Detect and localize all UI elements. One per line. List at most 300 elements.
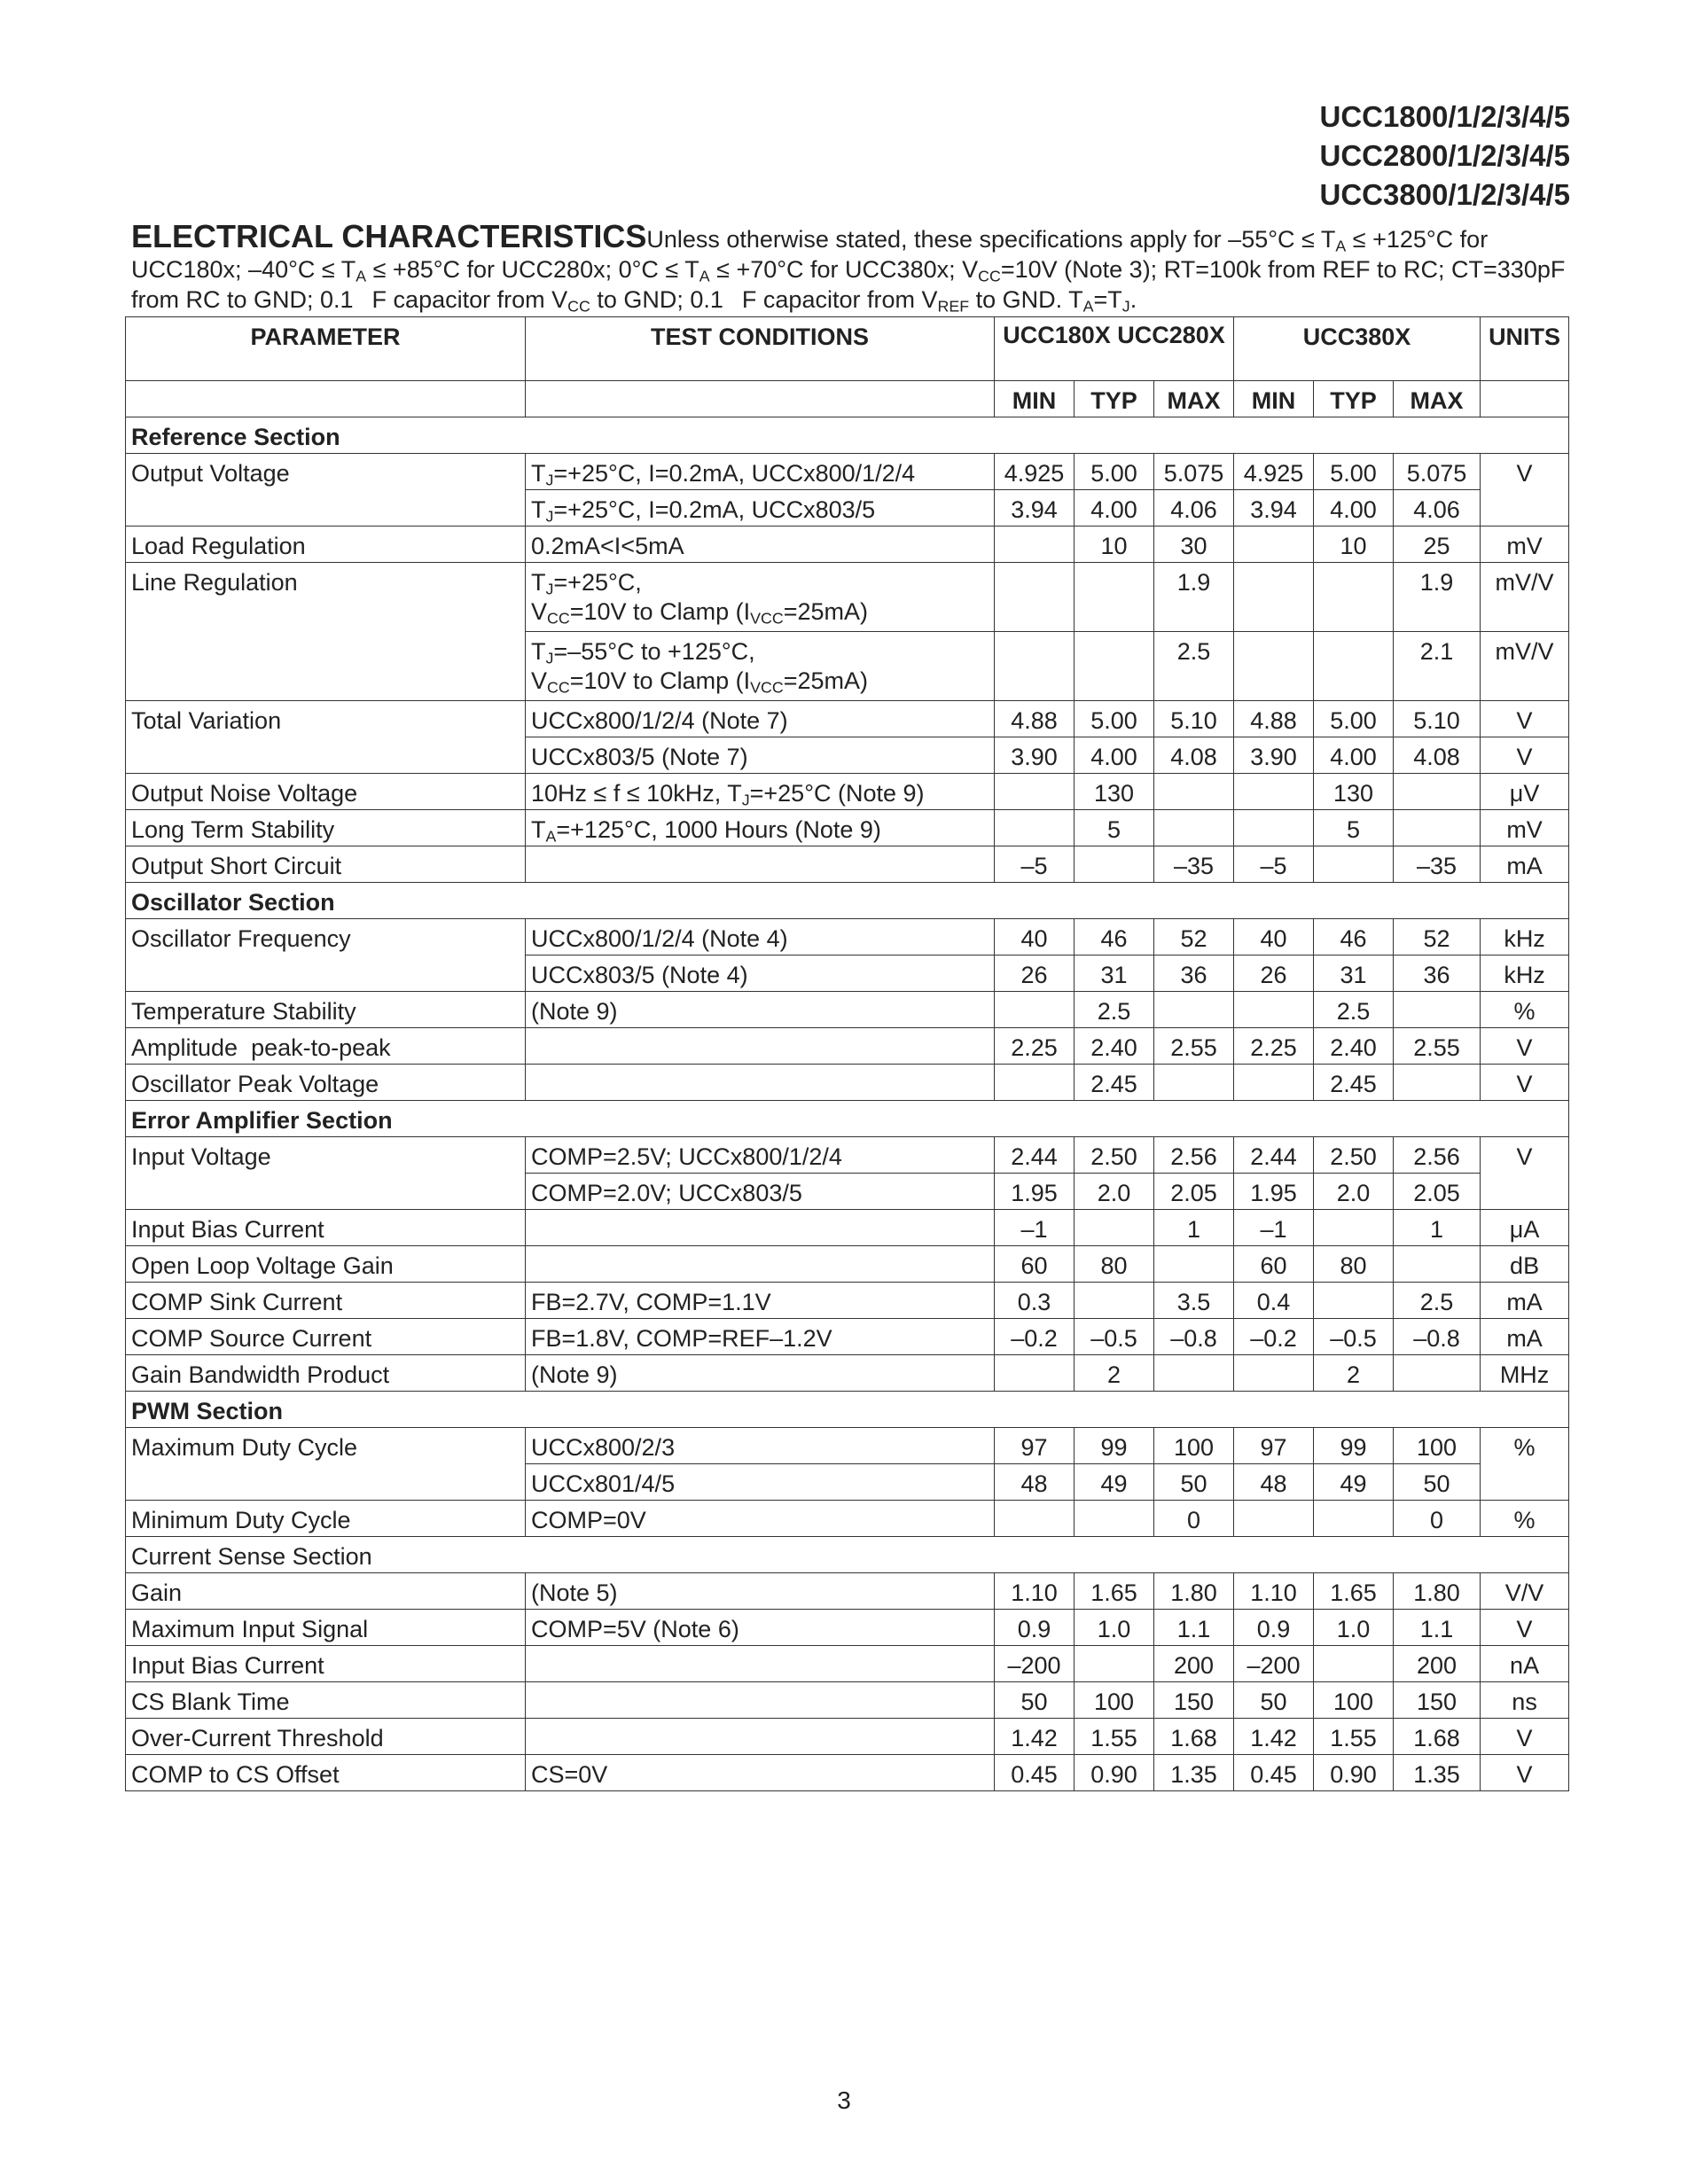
parameter-cell: Amplitude peak-to-peak bbox=[126, 1028, 526, 1065]
value-cell bbox=[1075, 1210, 1154, 1246]
column-header: MIN bbox=[1234, 381, 1314, 417]
parameter-cell: Long Term Stability bbox=[126, 810, 526, 846]
value-cell: 0.9 bbox=[1234, 1610, 1314, 1646]
parameter-cell: Over-Current Threshold bbox=[126, 1719, 526, 1755]
table-row bbox=[126, 992, 1569, 1028]
value-cell: 1.80 bbox=[1394, 1573, 1481, 1610]
value-cell: 49 bbox=[1314, 1464, 1394, 1501]
table-row bbox=[126, 701, 1569, 737]
column-header: TYP bbox=[1314, 381, 1394, 417]
table-row bbox=[126, 810, 1569, 846]
value-cell: 4.00 bbox=[1075, 490, 1154, 526]
value-cell: 1.0 bbox=[1314, 1610, 1394, 1646]
table-row bbox=[126, 1137, 1569, 1174]
intro-subscript: A bbox=[699, 267, 710, 285]
parameter-cell: COMP Sink Current bbox=[126, 1283, 526, 1319]
value-cell: 2.55 bbox=[1394, 1028, 1481, 1065]
condition-cell bbox=[526, 1028, 995, 1065]
section-heading: Error Amplifier Section bbox=[126, 1101, 1569, 1137]
unit-cell: kHz bbox=[1481, 919, 1569, 956]
value-cell: –5 bbox=[1234, 846, 1314, 883]
value-cell: 4.00 bbox=[1075, 737, 1154, 774]
value-cell bbox=[1314, 1646, 1394, 1682]
value-cell: 2.5 bbox=[1314, 992, 1394, 1028]
value-cell: 4.925 bbox=[1234, 454, 1314, 490]
unit-cell: V bbox=[1481, 1755, 1569, 1791]
value-cell: 50 bbox=[995, 1682, 1075, 1719]
value-cell: 0.45 bbox=[995, 1755, 1075, 1791]
column-header: UNITS bbox=[1481, 317, 1569, 381]
unit-cell: ns bbox=[1481, 1682, 1569, 1719]
value-cell: 3.94 bbox=[1234, 490, 1314, 526]
value-cell: 4.06 bbox=[1154, 490, 1234, 526]
unit-cell: mV/V bbox=[1481, 563, 1569, 632]
table-row bbox=[126, 1682, 1569, 1719]
unit-cell: mV bbox=[1481, 810, 1569, 846]
value-cell: 80 bbox=[1075, 1246, 1154, 1283]
unit-cell: V bbox=[1481, 1719, 1569, 1755]
value-cell: 10 bbox=[1075, 526, 1154, 563]
parameter-cell: Output Noise Voltage bbox=[126, 774, 526, 810]
value-cell: 31 bbox=[1314, 956, 1394, 992]
value-cell: –1 bbox=[1234, 1210, 1314, 1246]
value-cell: 1.80 bbox=[1154, 1573, 1234, 1610]
value-cell: 1.42 bbox=[1234, 1719, 1314, 1755]
unit-cell: V bbox=[1481, 1028, 1569, 1065]
table-row bbox=[126, 454, 1569, 490]
condition-cell bbox=[526, 1065, 995, 1101]
empty-cell bbox=[526, 381, 995, 417]
value-cell: 1 bbox=[1394, 1210, 1481, 1246]
part-number-line: UCC2800/1/2/3/4/5 bbox=[1319, 139, 1570, 172]
unit-cell: % bbox=[1481, 992, 1569, 1028]
value-cell: 48 bbox=[995, 1464, 1075, 1501]
value-cell: 0.4 bbox=[1234, 1283, 1314, 1319]
unit-cell: V bbox=[1481, 454, 1569, 526]
intro-subscript: REF bbox=[937, 297, 970, 316]
value-cell: 4.88 bbox=[1234, 701, 1314, 737]
cond-text: =25mA) bbox=[783, 598, 868, 625]
value-cell: 1.1 bbox=[1394, 1610, 1481, 1646]
value-cell: 4.925 bbox=[995, 454, 1075, 490]
table-row bbox=[126, 1501, 1569, 1537]
electrical-characteristics-table bbox=[125, 316, 1569, 1791]
value-cell: 1.35 bbox=[1394, 1755, 1481, 1791]
parameter-cell: Open Loop Voltage Gain bbox=[126, 1246, 526, 1283]
table-row bbox=[126, 1755, 1569, 1791]
unit-cell: V bbox=[1481, 701, 1569, 737]
value-cell bbox=[1234, 526, 1314, 563]
value-cell: 5.075 bbox=[1154, 454, 1234, 490]
value-cell: 2.05 bbox=[1394, 1174, 1481, 1210]
value-cell: 4.06 bbox=[1394, 490, 1481, 526]
value-cell: 0.9 bbox=[995, 1610, 1075, 1646]
value-cell: 1.9 bbox=[1394, 563, 1481, 632]
column-header: TEST CONDITIONS bbox=[526, 317, 995, 381]
value-cell: 1.10 bbox=[1234, 1573, 1314, 1610]
value-cell bbox=[1234, 1065, 1314, 1101]
unit-cell: kHz bbox=[1481, 956, 1569, 992]
value-cell: 5 bbox=[1314, 810, 1394, 846]
condition-cell: UCCx801/4/5 bbox=[526, 1464, 995, 1501]
parameter-cell: COMP Source Current bbox=[126, 1319, 526, 1355]
value-cell: 46 bbox=[1314, 919, 1394, 956]
parameter-cell: Input Bias Current bbox=[126, 1210, 526, 1246]
value-cell: –0.8 bbox=[1394, 1319, 1481, 1355]
value-cell: 25 bbox=[1394, 526, 1481, 563]
cond-line bbox=[531, 667, 989, 696]
intro-text: ≤ +125°C for UCC180x; –40°C ≤ T bbox=[131, 226, 1489, 283]
value-cell: 97 bbox=[1234, 1428, 1314, 1464]
value-cell: 46 bbox=[1075, 919, 1154, 956]
page-number: 3 bbox=[837, 2086, 851, 2114]
value-cell: 2 bbox=[1314, 1355, 1394, 1392]
intro-text: ≤ +70°C for UCC380x; V bbox=[709, 256, 979, 283]
condition-cell bbox=[526, 632, 995, 701]
intro-subscript: CC bbox=[978, 267, 1001, 285]
value-cell: 150 bbox=[1154, 1682, 1234, 1719]
cond-text: T bbox=[531, 816, 546, 843]
value-cell: 2.50 bbox=[1314, 1137, 1394, 1174]
value-cell bbox=[995, 1501, 1075, 1537]
value-cell bbox=[1234, 810, 1314, 846]
value-cell: 2.0 bbox=[1075, 1174, 1154, 1210]
parameter-cell: Oscillator Peak Voltage bbox=[126, 1065, 526, 1101]
value-cell: 1.55 bbox=[1075, 1719, 1154, 1755]
parameter-cell: CS Blank Time bbox=[126, 1682, 526, 1719]
condition-cell: UCCx803/5 (Note 4) bbox=[526, 956, 995, 992]
column-header: PARAMETER bbox=[126, 317, 526, 381]
table-header-row bbox=[126, 317, 1569, 381]
value-cell bbox=[995, 526, 1075, 563]
value-cell bbox=[1154, 1355, 1234, 1392]
value-cell bbox=[1075, 632, 1154, 701]
value-cell: 2.5 bbox=[1394, 1283, 1481, 1319]
value-cell bbox=[1234, 992, 1314, 1028]
unit-cell: % bbox=[1481, 1501, 1569, 1537]
table-row bbox=[126, 1719, 1569, 1755]
unit-cell: mA bbox=[1481, 846, 1569, 883]
table-row bbox=[126, 1610, 1569, 1646]
condition-cell: CS=0V bbox=[526, 1755, 995, 1791]
value-cell: 2.56 bbox=[1394, 1137, 1481, 1174]
value-cell bbox=[1234, 1501, 1314, 1537]
parameter-cell: Load Regulation bbox=[126, 526, 526, 563]
value-cell: –0.5 bbox=[1314, 1319, 1394, 1355]
value-cell: 0.90 bbox=[1314, 1755, 1394, 1791]
value-cell: 5.00 bbox=[1314, 454, 1394, 490]
value-cell: 1.42 bbox=[995, 1719, 1075, 1755]
cond-subscript: J bbox=[545, 471, 554, 489]
value-cell: 3.94 bbox=[995, 490, 1075, 526]
cond-text: =+25°C, I=0.2mA, UCCx803/5 bbox=[553, 496, 876, 523]
value-cell bbox=[1394, 1246, 1481, 1283]
value-cell: 99 bbox=[1314, 1428, 1394, 1464]
parameter-cell: Gain bbox=[126, 1573, 526, 1610]
value-cell: 36 bbox=[1394, 956, 1481, 992]
value-cell bbox=[995, 810, 1075, 846]
intro-text: to GND; 0.1 F capacitor from V bbox=[590, 286, 938, 313]
intro-text: ≤ +85°C for UCC280x; 0°C ≤ T bbox=[366, 256, 699, 283]
value-cell: 60 bbox=[995, 1246, 1075, 1283]
value-cell: 2.55 bbox=[1154, 1028, 1234, 1065]
condition-cell: COMP=2.5V; UCCx800/1/2/4 bbox=[526, 1137, 995, 1174]
value-cell: 1.1 bbox=[1154, 1610, 1234, 1646]
condition-cell: COMP=2.0V; UCCx803/5 bbox=[526, 1174, 995, 1210]
condition-cell bbox=[526, 490, 995, 526]
cond-text: T bbox=[531, 569, 546, 596]
intro-subscript: J bbox=[1121, 297, 1130, 316]
cond-text: =+25°C, bbox=[553, 569, 642, 596]
value-cell: –0.2 bbox=[995, 1319, 1075, 1355]
parameter-cell: Minimum Duty Cycle bbox=[126, 1501, 526, 1537]
column-header: MIN bbox=[995, 381, 1075, 417]
value-cell: 99 bbox=[1075, 1428, 1154, 1464]
value-cell bbox=[1234, 1355, 1314, 1392]
condition-cell: COMP=5V (Note 6) bbox=[526, 1610, 995, 1646]
value-cell: 100 bbox=[1154, 1428, 1234, 1464]
value-cell: 1.0 bbox=[1075, 1610, 1154, 1646]
section-title: ELECTRICAL CHARACTERISTICS bbox=[131, 218, 647, 254]
unit-cell: mA bbox=[1481, 1319, 1569, 1355]
value-cell bbox=[1154, 1065, 1234, 1101]
value-cell bbox=[1234, 563, 1314, 632]
condition-cell: UCCx800/2/3 bbox=[526, 1428, 995, 1464]
parameter-cell: Maximum Input Signal bbox=[126, 1610, 526, 1646]
section-heading: Oscillator Section bbox=[126, 883, 1569, 919]
value-cell: –200 bbox=[995, 1646, 1075, 1682]
table-subheader-row bbox=[126, 381, 1569, 417]
value-cell: 2 bbox=[1075, 1355, 1154, 1392]
cond-subscript: J bbox=[545, 580, 554, 598]
unit-cell: V bbox=[1481, 1065, 1569, 1101]
unit-cell: mV bbox=[1481, 526, 1569, 563]
value-cell: –35 bbox=[1394, 846, 1481, 883]
value-cell bbox=[1394, 1065, 1481, 1101]
value-cell: 5.00 bbox=[1075, 454, 1154, 490]
value-cell: 2.40 bbox=[1075, 1028, 1154, 1065]
value-cell bbox=[1075, 846, 1154, 883]
value-cell: –0.2 bbox=[1234, 1319, 1314, 1355]
value-cell: 0.90 bbox=[1075, 1755, 1154, 1791]
condition-cell: (Note 9) bbox=[526, 992, 995, 1028]
value-cell: 50 bbox=[1234, 1682, 1314, 1719]
value-cell: 2.45 bbox=[1075, 1065, 1154, 1101]
value-cell: 50 bbox=[1154, 1464, 1234, 1501]
cond-text: =10V to Clamp (I bbox=[569, 598, 751, 625]
value-cell: 1.35 bbox=[1154, 1755, 1234, 1791]
table-row bbox=[126, 563, 1569, 632]
value-cell: –0.5 bbox=[1075, 1319, 1154, 1355]
value-cell: 1 bbox=[1154, 1210, 1234, 1246]
cond-text: T bbox=[531, 638, 546, 665]
intro-subscript: CC bbox=[567, 297, 590, 316]
condition-cell bbox=[526, 1682, 995, 1719]
cond-subscript: J bbox=[545, 649, 554, 667]
value-cell bbox=[1234, 774, 1314, 810]
parameter-cell: Total Variation bbox=[126, 701, 526, 774]
parameter-cell: Gain Bandwidth Product bbox=[126, 1355, 526, 1392]
intro-text: =T bbox=[1093, 286, 1122, 313]
parameter-cell: Output Short Circuit bbox=[126, 846, 526, 883]
empty-cell bbox=[126, 381, 526, 417]
value-cell: 0.45 bbox=[1234, 1755, 1314, 1791]
table-row bbox=[126, 1355, 1569, 1392]
cond-text: =+125°C, 1000 Hours (Note 9) bbox=[556, 816, 881, 843]
value-cell: 2.50 bbox=[1075, 1137, 1154, 1174]
parameter-cell: Input Bias Current bbox=[126, 1646, 526, 1682]
cond-subscript: J bbox=[545, 507, 554, 526]
value-cell: 100 bbox=[1075, 1682, 1154, 1719]
value-cell: 5.075 bbox=[1394, 454, 1481, 490]
value-cell bbox=[995, 1065, 1075, 1101]
condition-cell bbox=[526, 1210, 995, 1246]
cond-subscript: CC bbox=[547, 678, 570, 697]
condition-cell bbox=[526, 774, 995, 810]
value-cell: 60 bbox=[1234, 1246, 1314, 1283]
value-cell: 5 bbox=[1075, 810, 1154, 846]
unit-cell: mV/V bbox=[1481, 632, 1569, 701]
part-number-line: UCC1800/1/2/3/4/5 bbox=[1319, 100, 1570, 133]
condition-cell: UCCx803/5 (Note 7) bbox=[526, 737, 995, 774]
value-cell bbox=[995, 992, 1075, 1028]
value-cell: 2.45 bbox=[1314, 1065, 1394, 1101]
value-cell: 4.00 bbox=[1314, 490, 1394, 526]
value-cell: 130 bbox=[1075, 774, 1154, 810]
value-cell: –35 bbox=[1154, 846, 1234, 883]
condition-cell: COMP=0V bbox=[526, 1501, 995, 1537]
value-cell: 150 bbox=[1394, 1682, 1481, 1719]
value-cell: 200 bbox=[1154, 1646, 1234, 1682]
value-cell: 200 bbox=[1394, 1646, 1481, 1682]
parameter-cell: Output Voltage bbox=[126, 454, 526, 526]
table-row bbox=[126, 919, 1569, 956]
condition-cell bbox=[526, 563, 995, 632]
value-cell: 80 bbox=[1314, 1246, 1394, 1283]
condition-cell: UCCx800/1/2/4 (Note 7) bbox=[526, 701, 995, 737]
unit-cell: V bbox=[1481, 737, 1569, 774]
value-cell bbox=[995, 632, 1075, 701]
value-cell: 2.44 bbox=[995, 1137, 1075, 1174]
value-cell bbox=[1314, 1501, 1394, 1537]
intro-subscript: A bbox=[356, 267, 367, 285]
condition-cell: 0.2mA<I<5mA bbox=[526, 526, 995, 563]
cond-text: V bbox=[531, 667, 548, 694]
section-row bbox=[126, 1101, 1569, 1137]
cond-text: =–55°C to +125°C, bbox=[553, 638, 755, 665]
value-cell bbox=[1154, 774, 1234, 810]
condition-cell bbox=[526, 1246, 995, 1283]
empty-cell bbox=[1481, 381, 1569, 417]
value-cell: 1.95 bbox=[1234, 1174, 1314, 1210]
section-row bbox=[126, 1392, 1569, 1428]
unit-cell: dB bbox=[1481, 1246, 1569, 1283]
table-row bbox=[126, 1065, 1569, 1101]
cond-text: V bbox=[531, 598, 548, 625]
cond-text: =10V to Clamp (I bbox=[569, 667, 751, 694]
cond-line bbox=[531, 568, 989, 597]
value-cell: –5 bbox=[995, 846, 1075, 883]
value-cell: 4.88 bbox=[995, 701, 1075, 737]
value-cell bbox=[1075, 1501, 1154, 1537]
value-cell bbox=[1234, 632, 1314, 701]
section-row bbox=[126, 883, 1569, 919]
section-heading: Reference Section bbox=[126, 417, 1569, 454]
value-cell: 26 bbox=[1234, 956, 1314, 992]
unit-cell: V/V bbox=[1481, 1573, 1569, 1610]
value-cell bbox=[1314, 1210, 1394, 1246]
parameter-cell: Line Regulation bbox=[126, 563, 526, 701]
value-cell: 2.25 bbox=[1234, 1028, 1314, 1065]
table-row bbox=[126, 774, 1569, 810]
value-cell: 2.5 bbox=[1154, 632, 1234, 701]
table-row bbox=[126, 526, 1569, 563]
parameter-cell: Oscillator Frequency bbox=[126, 919, 526, 992]
value-cell: 5.10 bbox=[1394, 701, 1481, 737]
value-cell: 26 bbox=[995, 956, 1075, 992]
column-group-header: UCC180X UCC280X bbox=[995, 317, 1234, 381]
table-row bbox=[126, 1028, 1569, 1065]
unit-cell: V bbox=[1481, 1610, 1569, 1646]
value-cell: 52 bbox=[1394, 919, 1481, 956]
value-cell: 40 bbox=[1234, 919, 1314, 956]
value-cell: 2.44 bbox=[1234, 1137, 1314, 1174]
parameter-cell: Temperature Stability bbox=[126, 992, 526, 1028]
condition-cell: (Note 9) bbox=[526, 1355, 995, 1392]
value-cell bbox=[995, 1355, 1075, 1392]
value-cell bbox=[1314, 846, 1394, 883]
cond-text: T bbox=[531, 460, 546, 487]
cond-subscript: A bbox=[545, 827, 557, 846]
value-cell: 1.9 bbox=[1154, 563, 1234, 632]
intro-text: Unless otherwise stated, these specifications apply for –55°C ≤ T bbox=[646, 226, 1336, 253]
value-cell: 4.00 bbox=[1314, 737, 1394, 774]
value-cell: 5.00 bbox=[1075, 701, 1154, 737]
value-cell: –1 bbox=[995, 1210, 1075, 1246]
value-cell: 31 bbox=[1075, 956, 1154, 992]
value-cell bbox=[1394, 774, 1481, 810]
intro-text: . bbox=[1129, 286, 1137, 313]
value-cell: 5.00 bbox=[1314, 701, 1394, 737]
subsection-heading: Current Sense Section bbox=[126, 1537, 1569, 1573]
condition-cell bbox=[526, 810, 995, 846]
column-header: MAX bbox=[1154, 381, 1234, 417]
intro-text: to GND. T bbox=[969, 286, 1083, 313]
value-cell: 4.08 bbox=[1394, 737, 1481, 774]
table-row bbox=[126, 1319, 1569, 1355]
cond-line bbox=[531, 597, 989, 627]
cond-text: 10Hz ≤ f ≤ 10kHz, T bbox=[531, 780, 742, 807]
value-cell bbox=[1075, 1646, 1154, 1682]
unit-cell: μA bbox=[1481, 1210, 1569, 1246]
subsection-row bbox=[126, 1537, 1569, 1573]
value-cell: 2.0 bbox=[1314, 1174, 1394, 1210]
value-cell: 2.5 bbox=[1075, 992, 1154, 1028]
value-cell bbox=[1154, 992, 1234, 1028]
intro-subscript: A bbox=[1082, 297, 1094, 316]
value-cell bbox=[1314, 632, 1394, 701]
unit-cell: nA bbox=[1481, 1646, 1569, 1682]
value-cell: 1.68 bbox=[1154, 1719, 1234, 1755]
table-row bbox=[126, 1428, 1569, 1464]
cond-subscript: CC bbox=[547, 609, 570, 628]
cond-text: =25mA) bbox=[783, 667, 868, 694]
column-header: TYP bbox=[1075, 381, 1154, 417]
table-row bbox=[126, 1210, 1569, 1246]
condition-cell: FB=2.7V, COMP=1.1V bbox=[526, 1283, 995, 1319]
value-cell: 97 bbox=[995, 1428, 1075, 1464]
value-cell: 2.05 bbox=[1154, 1174, 1234, 1210]
